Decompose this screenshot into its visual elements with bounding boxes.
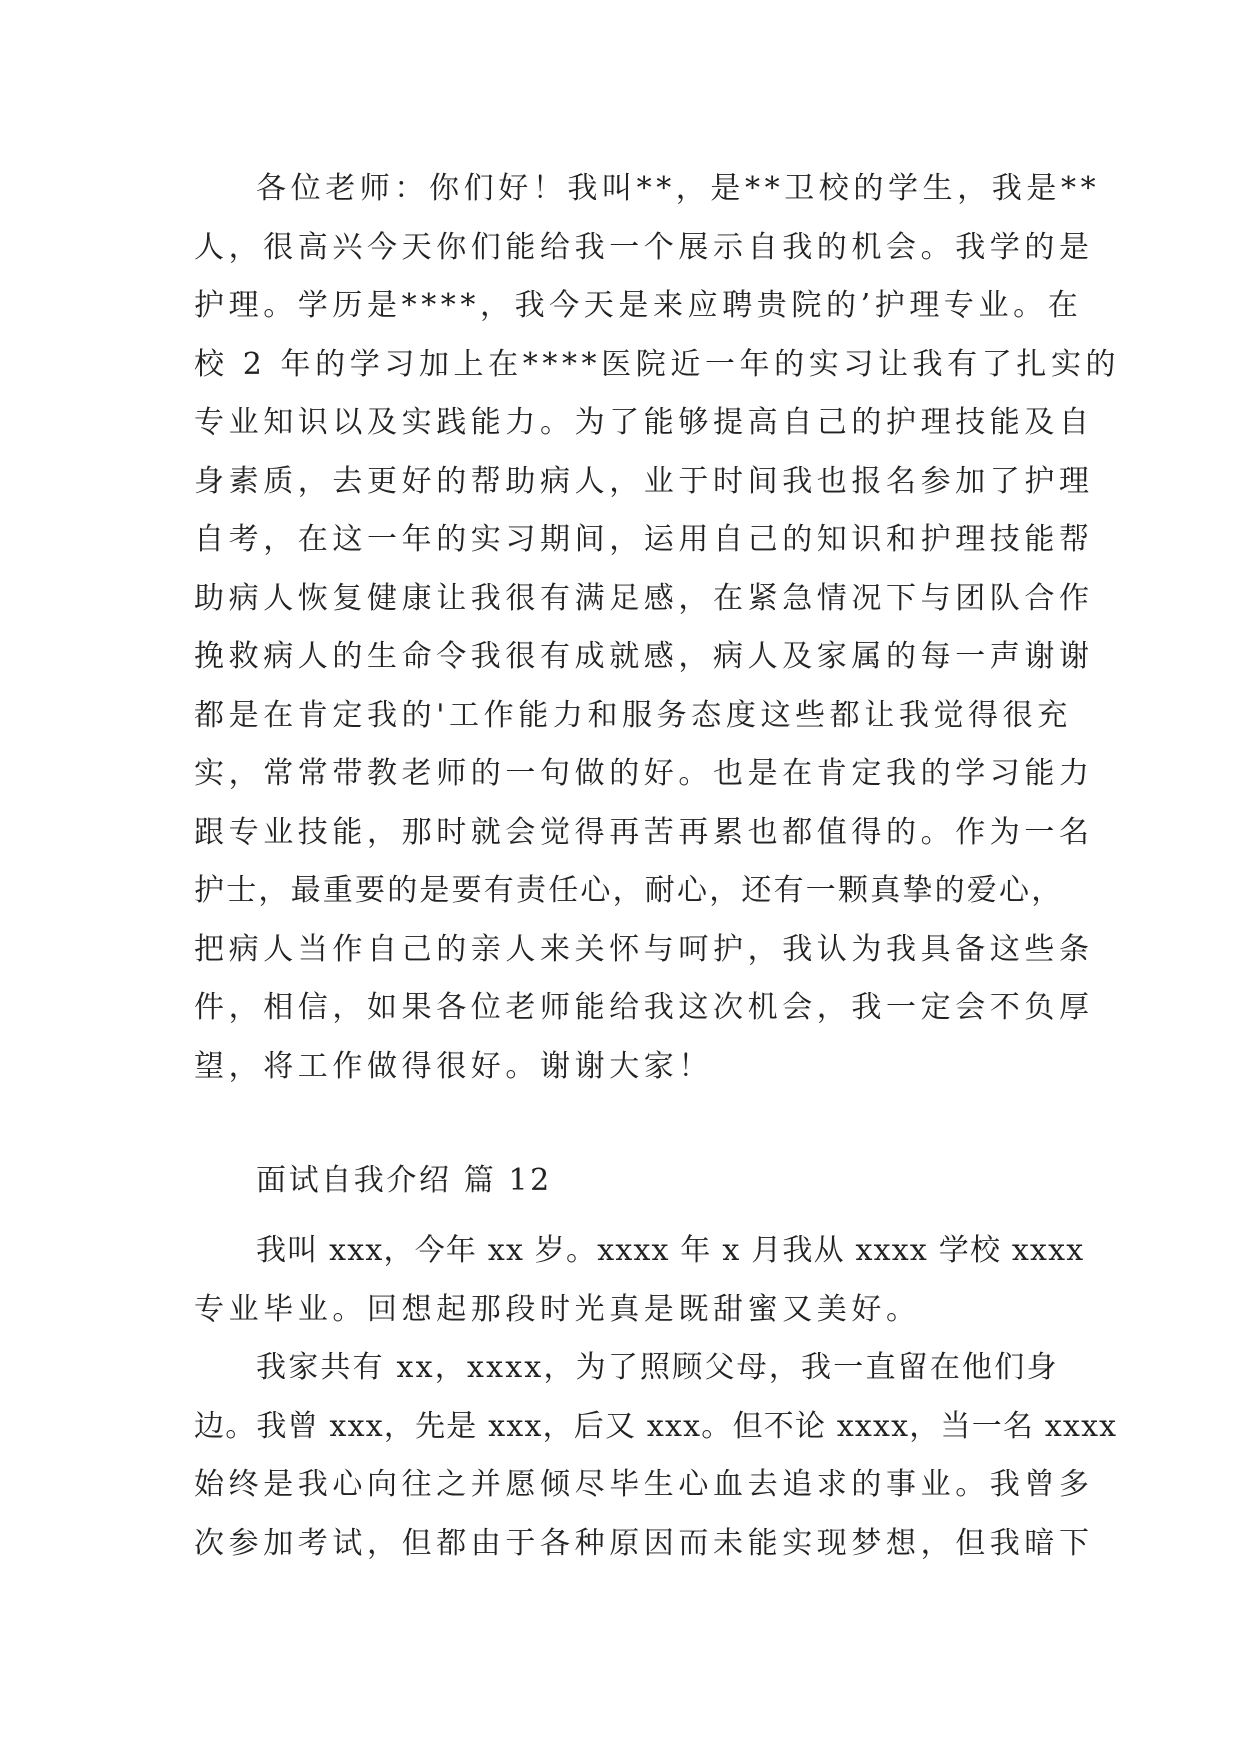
- text-line: 护理。学历是****，我今天是来应聘贵院的’护理专业。在: [194, 288, 1083, 323]
- paragraph-self-introduction-nursing: [194, 160, 1121, 1096]
- paragraph-basic-info: [194, 1222, 1118, 1573]
- text-line: 件，相信，如果各位老师能给我这次机会，我一定会不负厚: [194, 990, 1094, 1025]
- text-line: 专业知识以及实践能力。为了能够提高自己的护理技能及自: [194, 405, 1094, 440]
- text-line: 我家共有 xx，xxxx，为了照顾父母，我一直留在他们身: [256, 1350, 1059, 1385]
- text-line: 人，很高兴今天你们能给我一个展示自我的机会。我学的是: [194, 229, 1094, 265]
- section-heading-block: [194, 1152, 1054, 1211]
- text-line: 自考，在这一年的实习期间，运用自己的知识和护理技能帮: [194, 522, 1094, 557]
- text-line: 助病人恢复健康让我很有满足感，在紧急情况下与团队合作: [194, 580, 1094, 616]
- text-line: 专业毕业。回想起那段时光真是既甜蜜又美好。: [194, 1291, 921, 1327]
- text-line: 身素质，去更好的帮助病人，业于时间我也报名参加了护理: [194, 463, 1094, 499]
- text-line: 校 2 年的学习加上在****医院近一年的实习让我有了扎实的: [194, 346, 1121, 382]
- text-line: 始终是我心向往之并愿倾尽毕生心血去追求的事业。我曾多: [194, 1467, 1094, 1502]
- text-line: 跟专业技能，那时就会觉得再苦再累也都值得的。作为一名: [194, 814, 1094, 850]
- text-line: 实，常常带教老师的一句做的好。也是在肯定我的学习能力: [194, 756, 1094, 791]
- text-line: 护士，最重要的是要有责任心，耐心，还有一颗真挚的爱心，: [194, 873, 1064, 908]
- text-line: 望，将工作做得很好。谢谢大家！: [194, 1048, 713, 1084]
- section-heading: 面试自我介绍 篇 12: [256, 1163, 552, 1198]
- text-line: 我叫 xxx，今年 xx 岁。xxxx 年 x 月我从 xxxx 学校 xxxx: [256, 1233, 1085, 1268]
- text-line: 都是在肯定我的'工作能力和服务态度这些都让我觉得很充: [194, 697, 1072, 733]
- text-line: 次参加考试，但都由于各种原因而未能实现梦想，但我暗下: [194, 1525, 1094, 1561]
- text-line: 把病人当作自己的亲人来关怀与呵护，我认为我具备这些条: [194, 931, 1094, 967]
- text-line: 边。我曾 xxx，先是 xxx，后又 xxx。但不论 xxxx，当一名 xxxx: [194, 1408, 1118, 1444]
- text-line: 各位老师：你们好！我叫**，是**卫校的学生，我是**: [256, 171, 1101, 206]
- text-line: 挽救病人的生命令我很有成就感，病人及家属的每一声谢谢: [194, 639, 1094, 674]
